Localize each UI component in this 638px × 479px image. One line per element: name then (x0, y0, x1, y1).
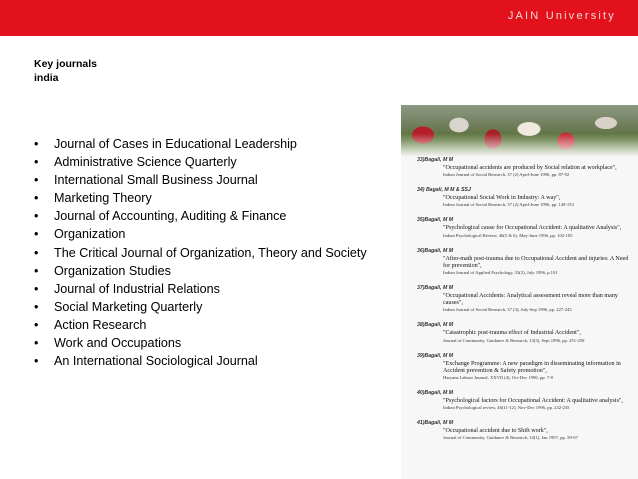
list-item: • The Critical Journal of Organization, Theory and Society (34, 244, 367, 262)
publication-entry (417, 217, 632, 238)
entry-source: Indian Psychological review, 46(11-12), Nov-Dec 1996, pp. 232-235 (443, 405, 570, 411)
entry-author: 38)Bagali, M M (417, 322, 454, 329)
publication-entry (417, 285, 632, 313)
publication-list-image (401, 105, 638, 479)
list-item: • Marketing Theory (34, 189, 367, 207)
publication-entry (417, 157, 632, 178)
publication-entry (417, 420, 632, 441)
entry-title: "After-math post-trauma due to Occupational Accident and injuries: A Need for prevention", (443, 255, 629, 269)
list-item: • Journal of Industrial Relations (34, 280, 367, 298)
journal-list (34, 135, 367, 370)
entry-author: 33)Bagali, M M (417, 157, 454, 163)
university-brand: JAIN University (507, 10, 616, 22)
list-item: • Organization Studies (34, 262, 367, 280)
publication-entries (417, 157, 632, 450)
entry-author: 40)Bagali, M M (417, 390, 454, 397)
entry-source: Haryana Labour Journal, XXVII (4), Oct-Dec 1996, pp. 7-8 (443, 375, 553, 381)
entry-title: "Occupational Social Work in Industry: A way", (443, 195, 561, 202)
slide-title (34, 58, 97, 85)
list-item: • Journal of Cases in Educational Leadership (34, 135, 367, 153)
publication-entry (417, 248, 632, 276)
list-item: • Work and Occupations (34, 334, 367, 352)
entry-author: 39)Bagali, M M (417, 352, 454, 359)
slide-title-line-2: india (34, 71, 59, 84)
slide-title-line-1: Key journals (34, 58, 98, 70)
list-item: • Journal of Accounting, Auditing & Finance (34, 207, 367, 225)
publication-entry (417, 353, 632, 381)
publication-entry (417, 390, 632, 411)
header-bar (0, 0, 638, 36)
publication-entry (417, 322, 632, 343)
entry-author: 35)Bagali, M M (417, 217, 454, 224)
entry-source: Indian Journal of Social Research, 37 (3), July-Sep 1996, pp. 227-243 (443, 307, 572, 313)
entry-source: Indian Journal of Applied Psychology, 33(2), July 1996, p.101 (443, 270, 558, 276)
entry-title: "Psychological factors for Occupational Accident: A qualitative analysis", (443, 398, 623, 405)
entry-author: 34) Bagali, M M & SSJ (417, 187, 471, 194)
list-item: • International Small Business Journal (34, 171, 367, 189)
publication-entry (417, 187, 632, 208)
entry-title: "Occupational accidents are produced by Social relation at workplace", (443, 165, 617, 171)
entry-title: "Occupational accident due to Shift work", (443, 428, 548, 435)
list-item: • Action Research (34, 316, 367, 334)
entry-source: Indian Journal of Social Research, 37 (2) April-June 1996, pp. 87-92 (443, 172, 570, 178)
entry-source: Indian Psychological Review, 46(5 & 6), May-June 1996, pp. 102-105 (443, 232, 573, 238)
entry-source: Journal of Community, Guidance & Research, 13(3), Sept 1996, pp. 251-258 (443, 337, 585, 343)
list-item: • An International Sociological Journal (34, 352, 367, 370)
group-photo (401, 105, 638, 157)
list-item: • Social Marketing Quarterly (34, 298, 367, 316)
entry-author: 41)Bagali, M M (417, 420, 454, 427)
entry-source: Indian Journal of Social Research, 37 (2) April-June 1996, pp. 149-153 (443, 202, 574, 208)
entry-title: "Exchange Programme: A new paradigm in disseminating information in Accident prevention & Safety promotion", (443, 360, 621, 374)
entry-author: 37)Bagali, M M (417, 285, 454, 292)
entry-title: "Catastrophic post-trauma effect of Industrial Accident", (443, 330, 581, 337)
entry-author: 36)Bagali, M M (417, 247, 454, 254)
entry-title: "Occupational Accidents: Analytical assessment reveal more than many causes", (443, 293, 618, 307)
entry-title: "Psychological cause for Occupational Accident: A qualitative Analysis", (443, 225, 622, 232)
list-item: • Administrative Science Quarterly (34, 153, 367, 171)
entry-source: Journal of Community, Guidance & Research, 14(1), Jan 1997, pp. 59-67 (443, 435, 578, 441)
list-item: • Organization (34, 225, 367, 243)
